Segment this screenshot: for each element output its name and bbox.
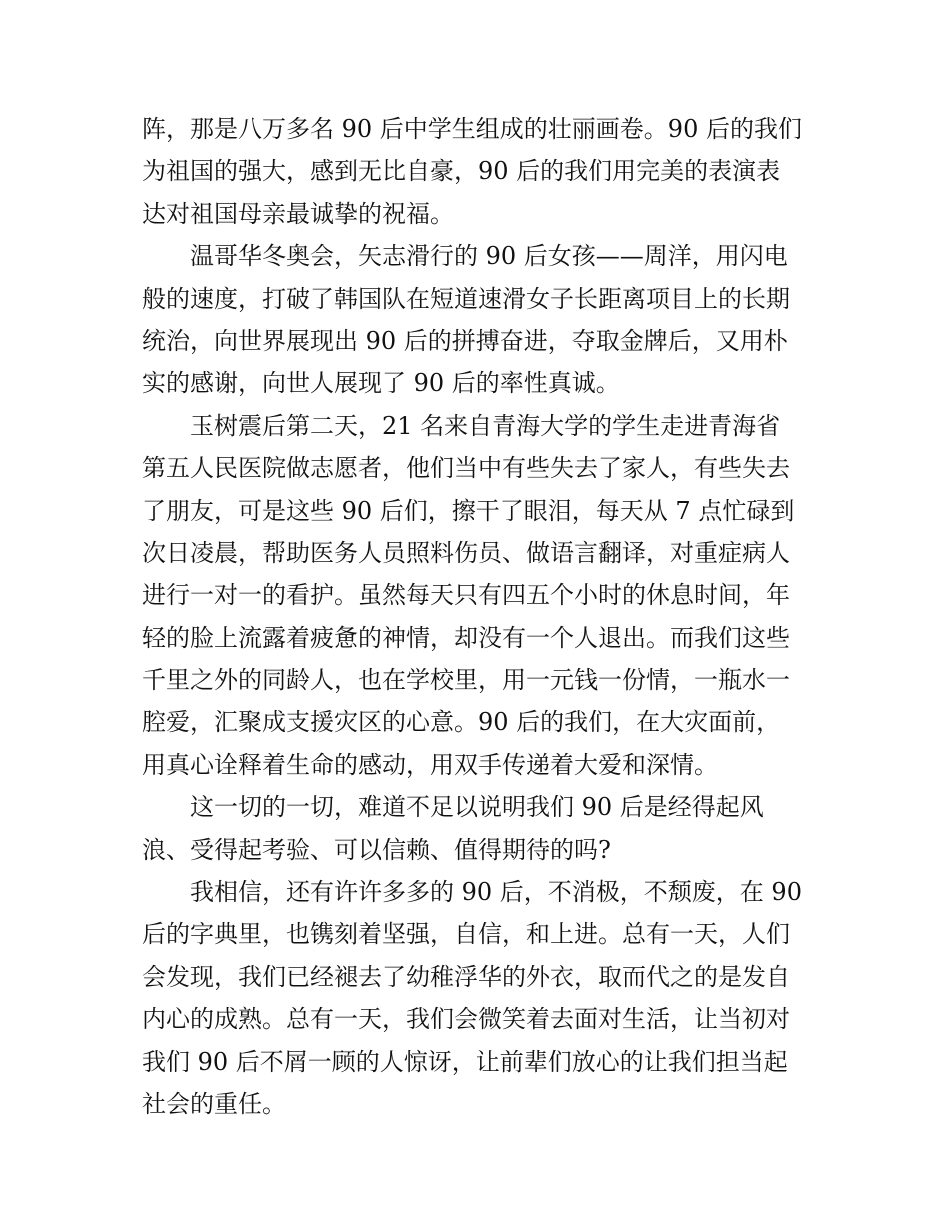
text-line: 了朋友，可是这些 90 后们，擦干了眼泪，每天从 7 点忙碌到 [142, 496, 795, 525]
text-line: 后的字典里，也镌刻着坚强，自信，和上进。总有一天，人们 [142, 920, 790, 949]
text-line: 般的速度，打破了韩国队在短道速滑女子长距离项目上的长期 [142, 284, 790, 313]
text-line: 轻的脸上流露着疲惫的神情，却没有一个人退出。而我们这些 [142, 623, 790, 652]
text-line: 用真心诠释着生命的感动，用双手传递着大爱和深情。 [142, 750, 718, 779]
text-line: 千里之外的同龄人，也在学校里，用一元钱一份情，一瓶水一 [142, 666, 790, 695]
text-line: 第五人民医院做志愿者，他们当中有些失去了家人，有些失去 [142, 454, 790, 483]
text-line: 实的感谢，向世人展现了 90 后的率性真诚。 [142, 369, 620, 398]
text-line: 我们 90 后不屑一顾的人惊讶，让前辈们放心的让我们担当起 [142, 1047, 788, 1076]
text-line: 内心的成熟。总有一天，我们会微笑着去面对生活，让当初对 [142, 1005, 790, 1034]
text-line: 腔爱，汇聚成支援灾区的心意。90 后的我们，在大灾面前， [142, 708, 781, 737]
text-line: 阵，那是八万多名 90 后中学生组成的壮丽画卷。90 后的我们 [142, 115, 802, 143]
text-line: 统治，向世界展现出 90 后的拼搏奋进，夺取金牌后，又用朴 [142, 326, 788, 355]
text-line: 为祖国的强大，感到无比自豪，90 后的我们用完美的表演表 [142, 157, 781, 186]
paragraph-start-line: 我相信，还有许许多多的 90 后，不消极，不颓废，在 90 [190, 878, 802, 907]
paragraph-start-line: 玉树震后第二天，21 名来自青海大学的学生走进青海省 [190, 411, 781, 440]
text-line: 次日凌晨，帮助医务人员照料伤员、做语言翻译，对重症病人 [142, 538, 790, 567]
document-body [142, 108, 814, 1125]
text-line: 进行一对一的看护。虽然每天只有四五个小时的休息时间，年 [142, 581, 790, 610]
text-line: 社会的重任。 [142, 1089, 286, 1118]
text-line: 浪、受得起考验、可以信赖、值得期待的吗? [142, 835, 611, 864]
paragraph-start-line: 这一切的一切，难道不足以说明我们 90 后是经得起风 [190, 793, 764, 822]
text-line: 会发现，我们已经褪去了幼稚浮华的外衣，取而代之的是发自 [142, 962, 790, 991]
text-line: 达对祖国母亲最诚挚的祝福。 [142, 199, 454, 228]
paragraph-start-line: 温哥华冬奥会，矢志滑行的 90 后女孩——周洋，用闪电 [190, 242, 788, 271]
